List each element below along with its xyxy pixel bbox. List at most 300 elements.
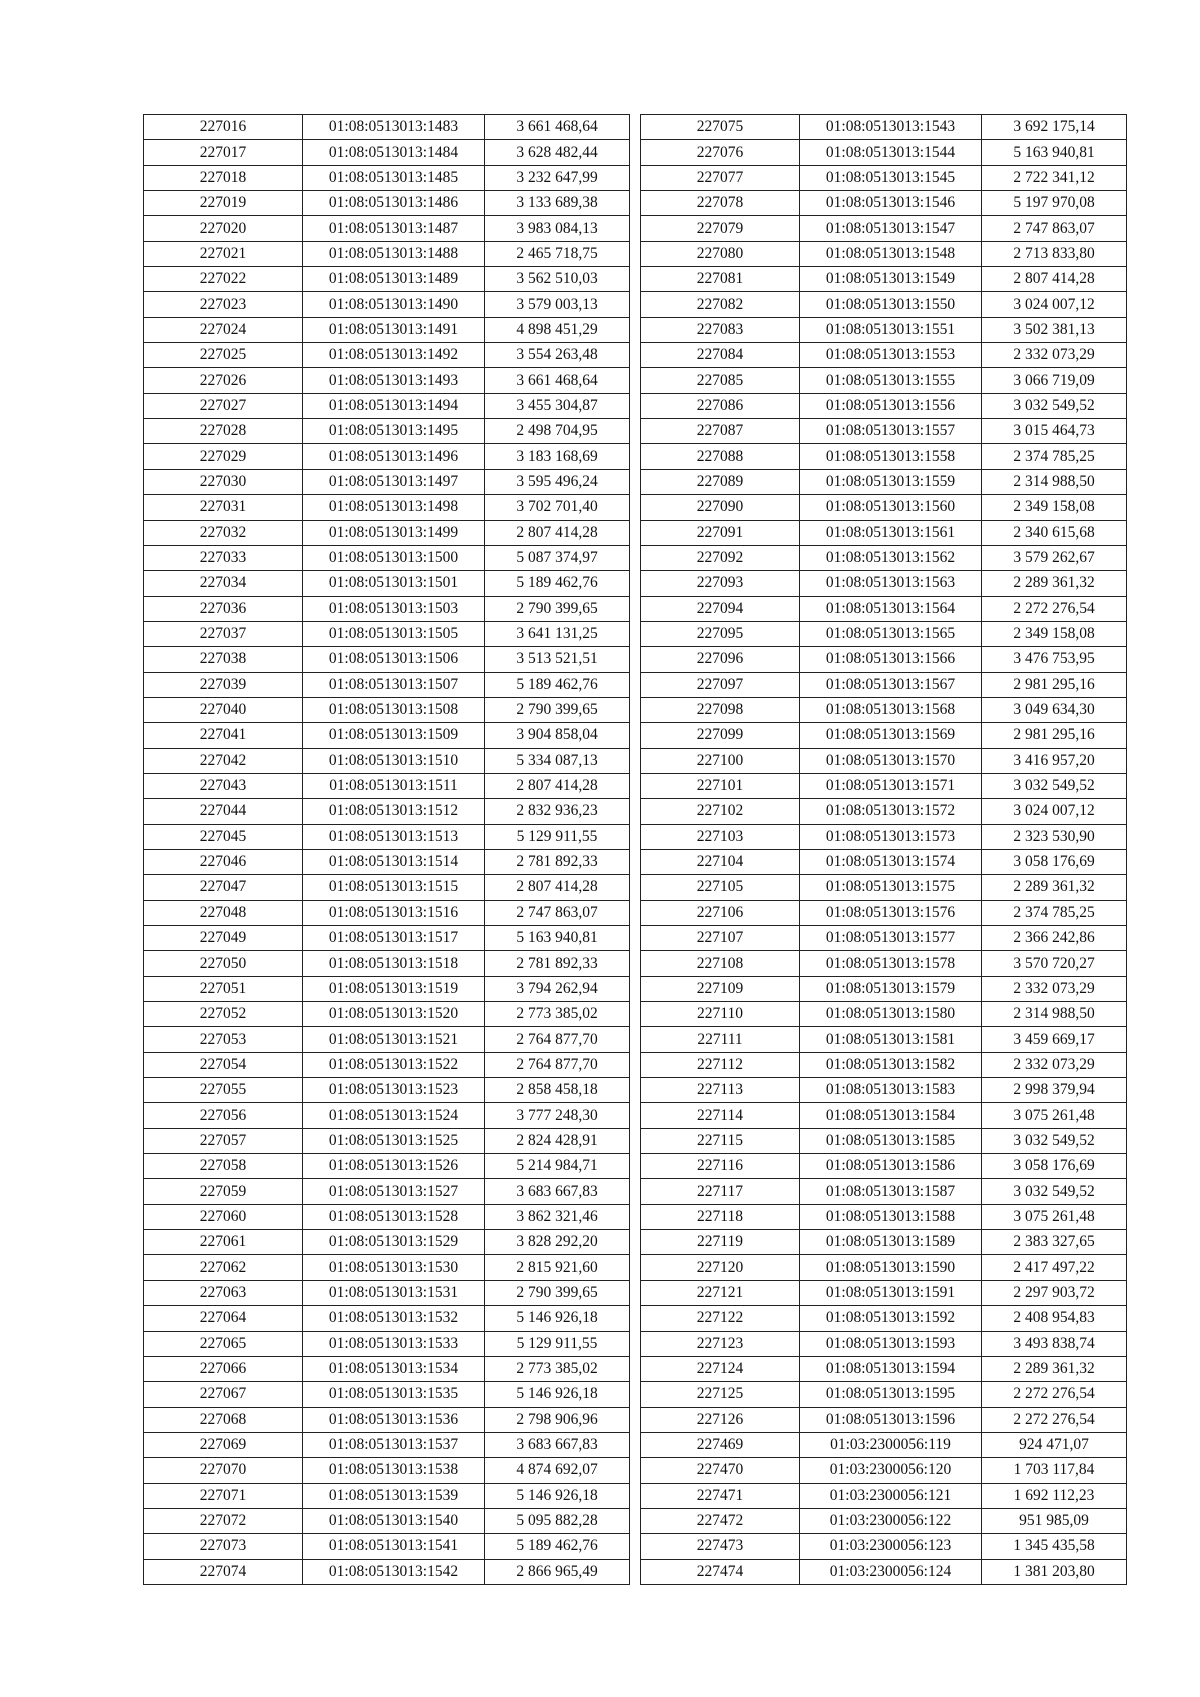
value-cell: 3 502 381,13 [982, 317, 1127, 342]
table-row [144, 672, 630, 697]
value-cell: 3 024 007,12 [982, 292, 1127, 317]
cadastral-number-cell: 01:08:0513013:1555 [800, 368, 982, 393]
record-number-cell: 227029 [144, 444, 303, 469]
record-number-cell: 227064 [144, 1306, 303, 1331]
table-row [641, 140, 1127, 165]
table-row [641, 469, 1127, 494]
value-cell: 2 747 863,07 [982, 216, 1127, 241]
cadastral-number-cell: 01:08:0513013:1559 [800, 469, 982, 494]
record-number-cell: 227084 [641, 343, 800, 368]
record-number-cell: 227076 [641, 140, 800, 165]
cadastral-number-cell: 01:08:0513013:1571 [800, 773, 982, 798]
table-row [144, 393, 630, 418]
record-number-cell: 227105 [641, 875, 800, 900]
cadastral-number-cell: 01:08:0513013:1511 [303, 773, 485, 798]
table-row [641, 1027, 1127, 1052]
record-number-cell: 227033 [144, 545, 303, 570]
table-row [641, 647, 1127, 672]
value-cell: 2 773 385,02 [485, 1356, 630, 1381]
record-number-cell: 227021 [144, 241, 303, 266]
cadastral-number-cell: 01:08:0513013:1496 [303, 444, 485, 469]
record-number-cell: 227038 [144, 647, 303, 672]
cadastral-number-cell: 01:08:0513013:1535 [303, 1382, 485, 1407]
cadastral-number-cell: 01:08:0513013:1586 [800, 1154, 982, 1179]
value-cell: 2 998 379,94 [982, 1078, 1127, 1103]
value-cell: 3 595 496,24 [485, 469, 630, 494]
value-cell: 3 862 321,46 [485, 1204, 630, 1229]
record-number-cell: 227060 [144, 1204, 303, 1229]
value-cell: 2 790 399,65 [485, 697, 630, 722]
table-row [144, 241, 630, 266]
record-number-cell: 227050 [144, 951, 303, 976]
cadastral-number-cell: 01:03:2300056:122 [800, 1508, 982, 1533]
record-number-cell: 227110 [641, 1002, 800, 1027]
cadastral-number-cell: 01:08:0513013:1523 [303, 1078, 485, 1103]
cadastral-number-cell: 01:08:0513013:1595 [800, 1382, 982, 1407]
cadastral-number-cell: 01:03:2300056:121 [800, 1483, 982, 1508]
value-cell: 2 807 414,28 [485, 520, 630, 545]
cadastral-number-cell: 01:08:0513013:1576 [800, 900, 982, 925]
table-row [641, 520, 1127, 545]
value-cell: 5 146 926,18 [485, 1306, 630, 1331]
table-row [144, 976, 630, 1001]
value-cell: 2 374 785,25 [982, 900, 1127, 925]
cadastral-number-cell: 01:08:0513013:1525 [303, 1128, 485, 1153]
value-cell: 5 189 462,76 [485, 571, 630, 596]
cadastral-number-cell: 01:08:0513013:1544 [800, 140, 982, 165]
cadastral-number-cell: 01:08:0513013:1547 [800, 216, 982, 241]
table-row [641, 1559, 1127, 1584]
value-cell: 2 349 158,08 [982, 621, 1127, 646]
table-row [641, 1382, 1127, 1407]
record-number-cell: 227051 [144, 976, 303, 1001]
cadastral-number-cell: 01:08:0513013:1548 [800, 241, 982, 266]
record-number-cell: 227107 [641, 926, 800, 951]
value-cell: 2 340 615,68 [982, 520, 1127, 545]
record-number-cell: 227054 [144, 1052, 303, 1077]
cadastral-number-cell: 01:08:0513013:1565 [800, 621, 982, 646]
value-cell: 2 790 399,65 [485, 596, 630, 621]
cadastral-number-cell: 01:08:0513013:1549 [800, 267, 982, 292]
cadastral-number-cell: 01:08:0513013:1520 [303, 1002, 485, 1027]
cadastral-number-cell: 01:08:0513013:1568 [800, 697, 982, 722]
value-cell: 2 374 785,25 [982, 444, 1127, 469]
record-number-cell: 227086 [641, 393, 800, 418]
table-row [144, 267, 630, 292]
table-row [641, 545, 1127, 570]
value-cell: 2 289 361,32 [982, 571, 1127, 596]
record-number-cell: 227022 [144, 267, 303, 292]
table-row [144, 824, 630, 849]
cadastral-number-cell: 01:08:0513013:1589 [800, 1230, 982, 1255]
record-number-cell: 227106 [641, 900, 800, 925]
record-number-cell: 227020 [144, 216, 303, 241]
table-row [641, 1331, 1127, 1356]
record-number-cell: 227052 [144, 1002, 303, 1027]
table-row [641, 1103, 1127, 1128]
value-cell: 3 493 838,74 [982, 1331, 1127, 1356]
table-row [144, 1306, 630, 1331]
table-row [641, 1179, 1127, 1204]
table-row [144, 1356, 630, 1381]
record-number-cell: 227023 [144, 292, 303, 317]
cadastral-number-cell: 01:08:0513013:1532 [303, 1306, 485, 1331]
cadastral-number-cell: 01:08:0513013:1584 [800, 1103, 982, 1128]
value-cell: 3 455 304,87 [485, 393, 630, 418]
table-row [144, 1280, 630, 1305]
value-cell: 3 683 667,83 [485, 1432, 630, 1457]
cadastral-number-cell: 01:08:0513013:1534 [303, 1356, 485, 1381]
value-cell: 2 272 276,54 [982, 1407, 1127, 1432]
value-cell: 2 790 399,65 [485, 1280, 630, 1305]
value-cell: 3 661 468,64 [485, 368, 630, 393]
record-number-cell: 227115 [641, 1128, 800, 1153]
value-cell: 3 983 084,13 [485, 216, 630, 241]
value-cell: 3 049 634,30 [982, 697, 1127, 722]
record-number-cell: 227473 [641, 1534, 800, 1559]
value-cell: 5 334 087,13 [485, 748, 630, 773]
cadastral-number-cell: 01:08:0513013:1587 [800, 1179, 982, 1204]
cadastral-number-cell: 01:08:0513013:1558 [800, 444, 982, 469]
record-number-cell: 227102 [641, 799, 800, 824]
record-number-cell: 227049 [144, 926, 303, 951]
table-row [144, 1230, 630, 1255]
value-cell: 2 781 892,33 [485, 849, 630, 874]
table-row [641, 1483, 1127, 1508]
table-row [144, 165, 630, 190]
value-cell: 2 383 327,65 [982, 1230, 1127, 1255]
cadastral-number-cell: 01:08:0513013:1564 [800, 596, 982, 621]
value-cell: 3 628 482,44 [485, 140, 630, 165]
cadastral-number-cell: 01:08:0513013:1514 [303, 849, 485, 874]
value-cell: 5 197 970,08 [982, 191, 1127, 216]
record-number-cell: 227093 [641, 571, 800, 596]
table-row [641, 1154, 1127, 1179]
value-cell: 3 794 262,94 [485, 976, 630, 1001]
value-cell: 5 214 984,71 [485, 1154, 630, 1179]
value-cell: 3 024 007,12 [982, 799, 1127, 824]
table-row [144, 1407, 630, 1432]
cadastral-number-cell: 01:08:0513013:1588 [800, 1204, 982, 1229]
record-number-cell: 227034 [144, 571, 303, 596]
value-cell: 5 189 462,76 [485, 672, 630, 697]
record-number-cell: 227074 [144, 1559, 303, 1584]
value-cell: 2 807 414,28 [982, 267, 1127, 292]
record-number-cell: 227024 [144, 317, 303, 342]
table-row [144, 520, 630, 545]
record-number-cell: 227087 [641, 419, 800, 444]
table-row [641, 875, 1127, 900]
cadastral-number-cell: 01:08:0513013:1484 [303, 140, 485, 165]
value-cell: 5 163 940,81 [485, 926, 630, 951]
record-number-cell: 227117 [641, 1179, 800, 1204]
table-row [144, 1128, 630, 1153]
table-row [641, 596, 1127, 621]
table-row [144, 748, 630, 773]
value-cell: 3 032 549,52 [982, 773, 1127, 798]
value-cell: 3 683 667,83 [485, 1179, 630, 1204]
value-cell: 3 828 292,20 [485, 1230, 630, 1255]
value-cell: 2 713 833,80 [982, 241, 1127, 266]
table-row [144, 317, 630, 342]
cadastral-number-cell: 01:08:0513013:1519 [303, 976, 485, 1001]
table-row [144, 1154, 630, 1179]
record-number-cell: 227065 [144, 1331, 303, 1356]
record-number-cell: 227121 [641, 1280, 800, 1305]
cadastral-number-cell: 01:08:0513013:1572 [800, 799, 982, 824]
record-number-cell: 227078 [641, 191, 800, 216]
record-number-cell: 227096 [641, 647, 800, 672]
cadastral-number-cell: 01:08:0513013:1515 [303, 875, 485, 900]
value-cell: 5 095 882,28 [485, 1508, 630, 1533]
value-cell: 3 513 521,51 [485, 647, 630, 672]
record-number-cell: 227472 [641, 1508, 800, 1533]
table-row [641, 773, 1127, 798]
value-cell: 2 289 361,32 [982, 875, 1127, 900]
cadastral-number-cell: 01:08:0513013:1483 [303, 115, 485, 140]
cadastral-number-cell: 01:08:0513013:1538 [303, 1458, 485, 1483]
table-row [144, 647, 630, 672]
record-number-cell: 227098 [641, 697, 800, 722]
table-row [641, 799, 1127, 824]
table-row [641, 393, 1127, 418]
table-row [144, 1331, 630, 1356]
value-cell: 3 777 248,30 [485, 1103, 630, 1128]
table-row [144, 621, 630, 646]
record-number-cell: 227118 [641, 1204, 800, 1229]
cadastral-number-cell: 01:08:0513013:1585 [800, 1128, 982, 1153]
record-number-cell: 227067 [144, 1382, 303, 1407]
record-number-cell: 227031 [144, 495, 303, 520]
table-row [144, 495, 630, 520]
table-row [144, 1179, 630, 1204]
table-row [144, 571, 630, 596]
cadastral-number-cell: 01:08:0513013:1557 [800, 419, 982, 444]
table-row [641, 1356, 1127, 1381]
table-row [144, 849, 630, 874]
cadastral-number-cell: 01:08:0513013:1487 [303, 216, 485, 241]
record-number-cell: 227109 [641, 976, 800, 1001]
cadastral-number-cell: 01:08:0513013:1524 [303, 1103, 485, 1128]
table-row [144, 115, 630, 140]
cadastral-number-cell: 01:08:0513013:1566 [800, 647, 982, 672]
record-number-cell: 227028 [144, 419, 303, 444]
cadastral-number-cell: 01:08:0513013:1579 [800, 976, 982, 1001]
value-cell: 5 146 926,18 [485, 1382, 630, 1407]
table-row [641, 976, 1127, 1001]
table-row [641, 824, 1127, 849]
value-cell: 2 289 361,32 [982, 1356, 1127, 1381]
table-row [641, 191, 1127, 216]
value-cell: 2 773 385,02 [485, 1002, 630, 1027]
table-row [641, 1255, 1127, 1280]
record-number-cell: 227124 [641, 1356, 800, 1381]
record-number-cell: 227116 [641, 1154, 800, 1179]
table-row [641, 495, 1127, 520]
value-cell: 2 832 936,23 [485, 799, 630, 824]
cadastral-number-cell: 01:08:0513013:1550 [800, 292, 982, 317]
table-row [641, 1534, 1127, 1559]
record-number-cell: 227104 [641, 849, 800, 874]
table-row [641, 1002, 1127, 1027]
value-cell: 3 702 701,40 [485, 495, 630, 520]
table-row [144, 545, 630, 570]
table-row [641, 723, 1127, 748]
value-cell: 3 641 131,25 [485, 621, 630, 646]
table-row [144, 697, 630, 722]
record-number-cell: 227048 [144, 900, 303, 925]
value-cell: 3 075 261,48 [982, 1103, 1127, 1128]
table-row [641, 926, 1127, 951]
cadastral-number-cell: 01:08:0513013:1486 [303, 191, 485, 216]
cadastral-number-cell: 01:08:0513013:1522 [303, 1052, 485, 1077]
record-number-cell: 227018 [144, 165, 303, 190]
record-number-cell: 227039 [144, 672, 303, 697]
value-cell: 2 349 158,08 [982, 495, 1127, 520]
value-cell: 4 898 451,29 [485, 317, 630, 342]
cadastral-number-cell: 01:08:0513013:1497 [303, 469, 485, 494]
table-row [144, 140, 630, 165]
cadastral-number-cell: 01:08:0513013:1574 [800, 849, 982, 874]
table-row [641, 621, 1127, 646]
table-row [641, 419, 1127, 444]
table-row [144, 1559, 630, 1584]
table-row [641, 267, 1127, 292]
value-cell: 3 904 858,04 [485, 723, 630, 748]
table-row [641, 1052, 1127, 1077]
record-number-cell: 227036 [144, 596, 303, 621]
record-number-cell: 227069 [144, 1432, 303, 1457]
cadastral-number-cell: 01:08:0513013:1593 [800, 1331, 982, 1356]
value-cell: 3 032 549,52 [982, 393, 1127, 418]
table-body [641, 115, 1127, 1585]
value-cell: 1 692 112,23 [982, 1483, 1127, 1508]
value-cell: 2 272 276,54 [982, 1382, 1127, 1407]
record-number-cell: 227094 [641, 596, 800, 621]
value-cell: 3 032 549,52 [982, 1128, 1127, 1153]
value-cell: 2 866 965,49 [485, 1559, 630, 1584]
record-number-cell: 227079 [641, 216, 800, 241]
cadastral-number-cell: 01:08:0513013:1562 [800, 545, 982, 570]
table-row [144, 1103, 630, 1128]
value-cell: 2 314 988,50 [982, 1002, 1127, 1027]
record-number-cell: 227061 [144, 1230, 303, 1255]
cadastral-number-cell: 01:08:0513013:1583 [800, 1078, 982, 1103]
table-row [641, 1458, 1127, 1483]
table-row [144, 1483, 630, 1508]
table-row [144, 926, 630, 951]
cadastral-table-left [143, 114, 630, 1585]
value-cell: 5 087 374,97 [485, 545, 630, 570]
table-row [641, 849, 1127, 874]
cadastral-number-cell: 01:08:0513013:1581 [800, 1027, 982, 1052]
cadastral-number-cell: 01:08:0513013:1561 [800, 520, 982, 545]
table-body [144, 115, 630, 1585]
record-number-cell: 227046 [144, 849, 303, 874]
record-number-cell: 227092 [641, 545, 800, 570]
cadastral-number-cell: 01:08:0513013:1503 [303, 596, 485, 621]
cadastral-number-cell: 01:08:0513013:1563 [800, 571, 982, 596]
value-cell: 3 066 719,09 [982, 368, 1127, 393]
cadastral-number-cell: 01:08:0513013:1492 [303, 343, 485, 368]
cadastral-number-cell: 01:08:0513013:1541 [303, 1534, 485, 1559]
record-number-cell: 227123 [641, 1331, 800, 1356]
record-number-cell: 227120 [641, 1255, 800, 1280]
cadastral-number-cell: 01:08:0513013:1527 [303, 1179, 485, 1204]
table-row [641, 1078, 1127, 1103]
table-row [144, 1382, 630, 1407]
cadastral-number-cell: 01:08:0513013:1546 [800, 191, 982, 216]
table-row [144, 799, 630, 824]
table-row [144, 419, 630, 444]
record-number-cell: 227108 [641, 951, 800, 976]
record-number-cell: 227073 [144, 1534, 303, 1559]
table-row [144, 191, 630, 216]
record-number-cell: 227471 [641, 1483, 800, 1508]
cadastral-number-cell: 01:08:0513013:1540 [303, 1508, 485, 1533]
value-cell: 2 722 341,12 [982, 165, 1127, 190]
record-number-cell: 227088 [641, 444, 800, 469]
record-number-cell: 227016 [144, 115, 303, 140]
record-number-cell: 227470 [641, 1458, 800, 1483]
table-row [144, 1534, 630, 1559]
cadastral-number-cell: 01:08:0513013:1509 [303, 723, 485, 748]
record-number-cell: 227062 [144, 1255, 303, 1280]
cadastral-number-cell: 01:08:0513013:1512 [303, 799, 485, 824]
cadastral-number-cell: 01:08:0513013:1489 [303, 267, 485, 292]
record-number-cell: 227037 [144, 621, 303, 646]
record-number-cell: 227066 [144, 1356, 303, 1381]
cadastral-number-cell: 01:08:0513013:1521 [303, 1027, 485, 1052]
table-row [144, 875, 630, 900]
cadastral-number-cell: 01:03:2300056:119 [800, 1432, 982, 1457]
table-row [641, 1432, 1127, 1457]
value-cell: 5 146 926,18 [485, 1483, 630, 1508]
record-number-cell: 227082 [641, 292, 800, 317]
cadastral-number-cell: 01:08:0513013:1582 [800, 1052, 982, 1077]
record-number-cell: 227041 [144, 723, 303, 748]
value-cell: 2 807 414,28 [485, 773, 630, 798]
value-cell: 3 692 175,14 [982, 115, 1127, 140]
value-cell: 5 189 462,76 [485, 1534, 630, 1559]
table-row [641, 1128, 1127, 1153]
cadastral-number-cell: 01:08:0513013:1513 [303, 824, 485, 849]
record-number-cell: 227090 [641, 495, 800, 520]
value-cell: 2 417 497,22 [982, 1255, 1127, 1280]
table-row [641, 951, 1127, 976]
record-number-cell: 227122 [641, 1306, 800, 1331]
record-number-cell: 227113 [641, 1078, 800, 1103]
cadastral-number-cell: 01:08:0513013:1529 [303, 1230, 485, 1255]
table-row [641, 165, 1127, 190]
cadastral-number-cell: 01:08:0513013:1505 [303, 621, 485, 646]
table-row [641, 1306, 1127, 1331]
record-number-cell: 227474 [641, 1559, 800, 1584]
table-row [144, 469, 630, 494]
record-number-cell: 227027 [144, 393, 303, 418]
record-number-cell: 227119 [641, 1230, 800, 1255]
value-cell: 3 133 689,38 [485, 191, 630, 216]
record-number-cell: 227099 [641, 723, 800, 748]
table-row [641, 1407, 1127, 1432]
record-number-cell: 227026 [144, 368, 303, 393]
record-number-cell: 227032 [144, 520, 303, 545]
record-number-cell: 227080 [641, 241, 800, 266]
cadastral-number-cell: 01:08:0513013:1528 [303, 1204, 485, 1229]
record-number-cell: 227043 [144, 773, 303, 798]
table-row [641, 748, 1127, 773]
cadastral-number-cell: 01:08:0513013:1556 [800, 393, 982, 418]
